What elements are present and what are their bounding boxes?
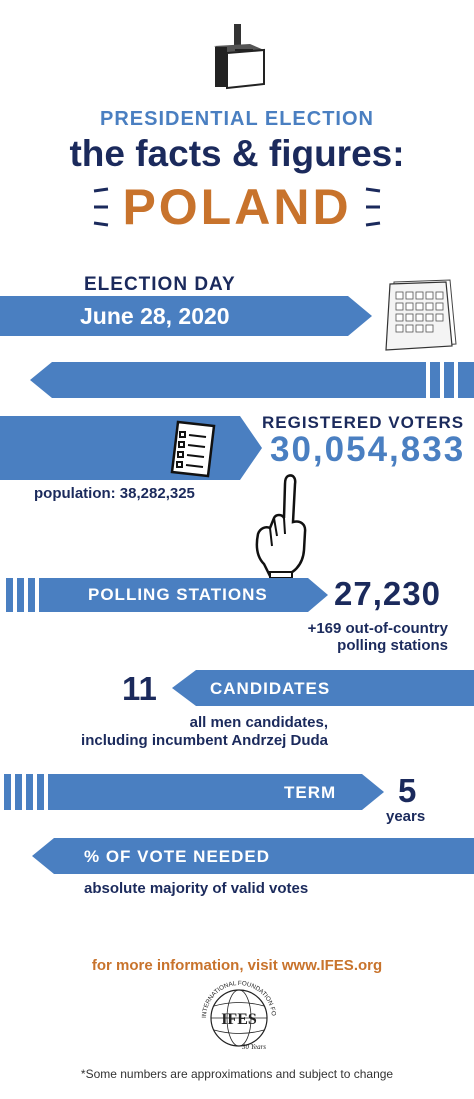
term-value: 5 <box>398 772 417 809</box>
page-title: the facts & figures: <box>69 133 405 174</box>
disclaimer-text: *Some numbers are approximations and subject to change <box>80 1067 394 1081</box>
pointing-hand-icon <box>250 472 320 580</box>
ballot-paper-icon <box>170 420 216 478</box>
candidates-label: CANDIDATES <box>210 679 331 698</box>
country-name: POLAND <box>122 179 352 235</box>
polling-stations-value: 27,230 <box>334 575 441 612</box>
polling-stations-note-2: polling stations <box>337 637 448 654</box>
registered-voters-value: 30,054,833 <box>270 430 466 469</box>
polling-stations-note-1: +169 out-of-country <box>307 620 448 637</box>
term-unit: years <box>386 808 426 825</box>
ballot-box-icon <box>212 22 268 90</box>
logo-ring-text: INTERNATIONAL FOUNDATION FO <box>200 979 277 1019</box>
calendar-icon <box>380 276 460 352</box>
polling-stations-label: POLLING STATIONS <box>88 585 268 604</box>
logo-years: 30 Years <box>241 1043 267 1051</box>
election-date: June 28, 2020 <box>80 303 230 329</box>
population-text: population: 38,282,325 <box>34 485 195 502</box>
registered-voters-label: REGISTERED VOTERS <box>262 413 465 432</box>
candidates-note-2: including incumbent Andrzej Duda <box>81 732 328 749</box>
subtitle: PRESIDENTIAL ELECTION <box>100 108 374 130</box>
more-info-text: for more information, visit www.IFES.org <box>91 957 383 974</box>
vote-needed-note: absolute majority of valid votes <box>84 880 309 897</box>
term-label: TERM <box>284 783 337 802</box>
candidates-note-1: all men candidates, <box>189 714 328 731</box>
ifes-logo <box>196 975 282 1061</box>
left-arrow-divider <box>30 362 474 398</box>
election-day-label: ELECTION DAY <box>84 274 236 295</box>
dash-decoration-right <box>362 187 382 227</box>
candidates-value: 11 <box>122 670 157 707</box>
registered-voters-arrow <box>0 416 262 480</box>
vote-needed-label: % OF VOTE NEEDED <box>84 847 271 866</box>
logo-letters: IFES <box>221 1011 257 1028</box>
